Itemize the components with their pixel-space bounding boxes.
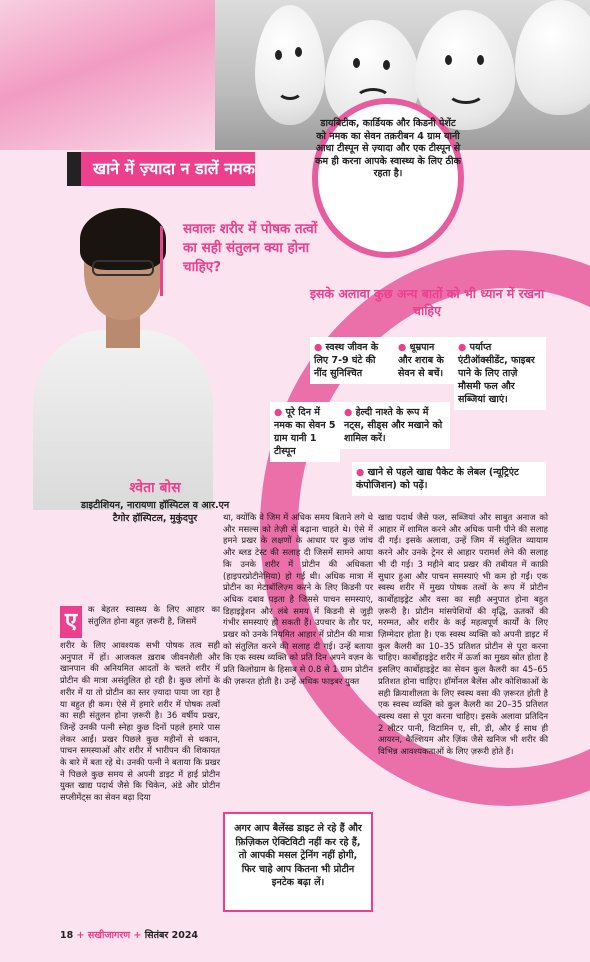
page-number: 18 [60,930,74,941]
article-column-2: था, क्योंकि वे जिम में अधिक समय बिताने लगे थे और मसल्स को तेज़ी से बढ़ाना चाहते थे। ऐसे में हमने प्रखर के लक्षणों के आधार पर कुछ जांच और ब्लड टेस्ट की सलाह दी जिसमें सामने आया कि उनके शरीर में प्रोटीन की अधिकता (हाइपरप्रोटीनेमिया) हो गई थी। अधिक मात्रा में प्रोटीन का मेटाबॉलिज़्म करने के लिए किडनी पर अधिक दबाव पड़ता है जिससे पाचन समस्याएं, डिहाइड्रेशन और लंबे समय में किडनी से जुड़ी गंभीर समस्याएं हो सकती हैं। उपचार के तौर पर, प्रखर को उनके नियमित आहार में प्रोटीन की मात्रा को संतुलित करने की सलाह दी गई। उन्हें बताया कि एक स्वस्थ व्यक्ति को प्रति दिन अपने वज़न के प्रति किलोग्राम के हिसाब से 0.8 से 1 ग्राम प्रोटीन की ज़रूरत होती है। उन्हें अधिक फाइबर युक्त [223,512,373,686]
author-name: श्वेता बोस [129,480,181,496]
egg-image [515,0,590,115]
article-column-1: शरीर के लिए आवश्यक सभी पोषक तत्व सही अनुपात में हों। आजकल ख़राब जीवनशैली और खानपान की अनियमित आदतों के चलते शरीर में प्रोटीन की मात्रा असंतुलित हो रही है। कुछ लोगों के शरीर में या तो प्रोटीन का स्तर ज़्यादा पाया जा रहा है या बहुत ही कम। ऐसे में हमारे शरीर में पोषक तत्वों का सही संतुलन होना ज़रूरी है। 36 वर्षीय प्रखर, जिन्हें उनकी पत्नी स्नेहा कुछ दिनों पहले हमारे पास लेकर आईं। प्रखर पिछले कुछ महीनों से थकान, पाचन समस्याओं और शरीर में भारीपन की शिकायत के बारे में बता रहे थे। उनकी पत्नी ने बताया कि प्रखर ने पिछले कुछ समय से अपनी डाइट में हाई प्रोटीन युक्त खाद्य पदार्थ जैसे कि चिकेन, अंडे और प्रोटीन सप्लीमेंट्स का सेवन बढ़ा दिया [60,640,220,803]
tip-item: ● स्वस्थ जीवन के लिए 7-9 घंटे की नींद सुनिश्चित [310,337,394,384]
tip-item: ● हेल्दी नाश्ते के रूप में नट्स, सीड्स और मखाने को शामिल करें। [340,402,450,449]
page-title: खाने में ज़्यादा न डालें नमक [67,152,255,186]
tips-headline: इसके अलावा कुछ अन्य बातों को भी ध्यान में रखना चाहिए [309,286,545,318]
drop-cap: ए [60,606,82,638]
magazine-brand: सखीजागरण [87,930,131,941]
tip-item: ● धूम्रपान और शराब के सेवन से बचें। [394,337,454,384]
tip-item: ● पूरे दिन में नमक का सेवन 5 ग्राम यानी 1 टीस्पून [270,402,340,462]
author-affiliation: डाइटीशियन, नारायणा हॉस्पिटल व आर.एन टैगोर हॉस्पिटल, मुकुंदपुर [80,500,230,524]
page-footer: 18 + सखीजागरण + सितंबर 2024 [60,930,199,941]
question-accent [160,226,163,296]
bubble-text: डायबिटीक, कार्डियक और किडनी पेशेंट को नमक का सेवन तक़रीबन 4 ग्राम यानी आधा टीस्पून से ज़्यादा और एक टीस्पून से कम ही करना आपके स्वास्थ्य के लिए ठीक रहता है। [315,118,461,179]
tip-item: ● खाने से पहले खाद्य पैकेट के लेबल (न्यूट्रिएंट कंपोजिशन) को पढ़ें। [352,462,546,496]
article-intro: क बेहतर स्वास्थ्य के लिए आहार का संतुलित होना बहुत ज़रूरी है, जिसमें [88,604,220,626]
issue-month: सितंबर 2024 [144,930,199,941]
article-column-3: खाद्य पदार्थ जैसे फल, सब्जियां और साबुत अनाज को आहार में शामिल करने और अधिक पानी पीने की सलाह दी गई। इसके अलावा, उन्हें जिम में संतुलित व्यायाम करने और उनके ट्रेनर से आहार परामर्श लेने की सलाह भी दी गई। 3 महीने बाद प्रखर की तबीयत में काफ़ी सुधार हुआ और पाचन समस्याएं भी कम हो गईं। एक स्वस्थ शरीर में मुख्य पोषक तत्वों के रूप में प्रोटीन कार्बोहाइड्रेट और वसा का सही अनुपात होना बहुत ज़रूरी है। प्रोटीन मांसपेशियों की वृद्धि, ऊतकों की मरम्मत, और शरीर के कई महत्वपूर्ण कार्यों के लिए ज़िम्मेदार होता है। एक स्वस्थ व्यक्ति को अपनी डाइट में कुल कैलरी का 10–35 प्रतिशत प्रोटीन से पूरा करना चाहिए। कार्बोहाइड्रेट शरीर में ऊर्जा का मुख्य स्रोत होता है इसलिए कार्बोहाइड्रेट का सेवन कुल कैलरी का 45–65 प्रतिशत होना चाहिए। हॉर्मोनल बैलेंस और कोशिकाओं के सही क्रियाशीलता के लिए स्वस्थ वसा की ज़रूरत होती है एक स्वस्थ व्यक्ति को कुल कैलरी का 20–35 प्रतिशत स्वस्थ वसा से पूरा करना चाहिए। इसके अलावा प्रतिदिन 2 लीटर पानी, विटामिन ए, सी, डी, और ई साथ ही आयरन, कैल्शियम और ज़िंक जैसे खनिज भी शरीर की विभिन्न आवश्यकताओं के लिए ज़रूरी होते हैं। [378,512,548,757]
egg-image [255,5,325,125]
tip-item: ● पर्याप्त एंटीऑक्सीडेंट, फाइबर पाने के लिए ताज़े मौसमी फल और सब्जियां खाएं। [454,337,546,410]
question-heading: सवालः शरीर में पोषक तत्वों का सही संतुलन क्या होना चाहिए? [183,221,318,275]
author-block [80,478,230,525]
pull-quote: अगर आप बैलेंस्ड डाइट ले रहे हैं और फ़िज़िकल ऐक्टिविटी नहीं कर रहे हैं, तो आपकी मसल ट्रेनिंग नहीं होगी, फिर चाहे आप कितना भी प्रोटीन इनटेक बढ़ा लें। [223,812,373,912]
